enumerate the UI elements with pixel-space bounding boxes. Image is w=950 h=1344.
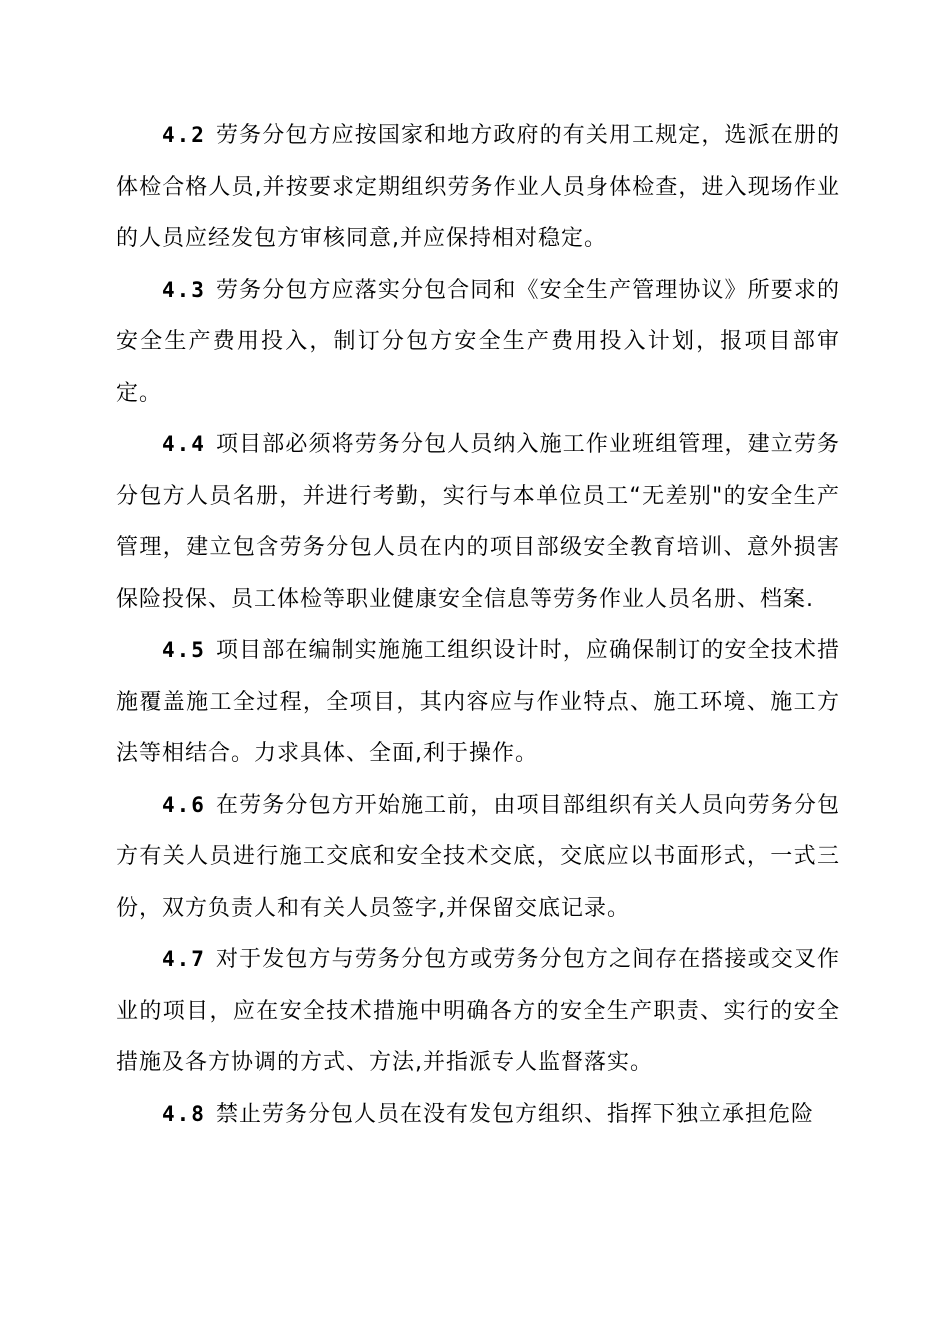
clause-number: 4.7 [162, 947, 206, 971]
document-body [116, 110, 840, 1140]
clause-4-8 [116, 1089, 840, 1141]
clause-4-3 [116, 265, 840, 420]
clause-text: 项目部在编制实施施工组织设计时，应确保制订的安全技术措施覆盖施工全过程，全项目，其内容应与作业特点、施工环境、施工方法等相结合。力求具体、全面,利于操作。 [116, 638, 840, 766]
clause-4-6 [116, 780, 840, 935]
clause-number: 4.6 [162, 792, 206, 817]
clause-text: 劳务分包方应按国家和地方政府的有关用工规定，选派在册的体检合格人员,并按要求定期组织劳务作业人员身体检查，进入现场作业的人员应经发包方审核同意,并应保持相对稳定。 [116, 123, 840, 251]
clause-4-4 [116, 419, 840, 625]
clause-number: 4.8 [162, 1101, 206, 1126]
clause-text: 在劳务分包方开始施工前，由项目部组织有关人员向劳务分包方有关人员进行施工交底和安全技术交底，交底应以书面形式，一式三份，双方负责人和有关人员签字,并保留交底记录。 [116, 792, 840, 921]
clause-number: 4.5 [162, 638, 206, 662]
clause-4-2 [116, 110, 840, 265]
clause-number: 4.3 [162, 277, 206, 302]
clause-number: 4.2 [162, 123, 206, 147]
clause-text: 项目部必须将劳务分包人员纳入施工作业班组管理，建立劳务分包方人员名册，并进行考勤，实行与本单位员工“无差别"的安全生产管理，建立包含劳务分包人员在内的项目部级安全教育培训、意外损害保险投保、员工体检等职业健康安全信息等劳务作业人员名册、档案. [116, 432, 840, 612]
clause-number: 4.4 [162, 432, 206, 456]
clause-4-7 [116, 934, 840, 1089]
clause-text: 劳务分包方应落实分包合同和《安全生产管理协议》所要求的安全生产费用投入，制订分包方安全生产费用投入计划，报项目部审定。 [116, 277, 840, 406]
clause-text: 对于发包方与劳务分包方或劳务分包方之间存在搭接或交叉作业的项目，应在安全技术措施中明确各方的安全生产职责、实行的安全措施及各方协调的方式、方法,并指派专人监督落实。 [116, 947, 840, 1075]
clause-text: 禁止劳务分包人员在没有发包方组织、指挥下独立承担危险 [215, 1101, 814, 1127]
clause-4-5 [116, 625, 840, 780]
